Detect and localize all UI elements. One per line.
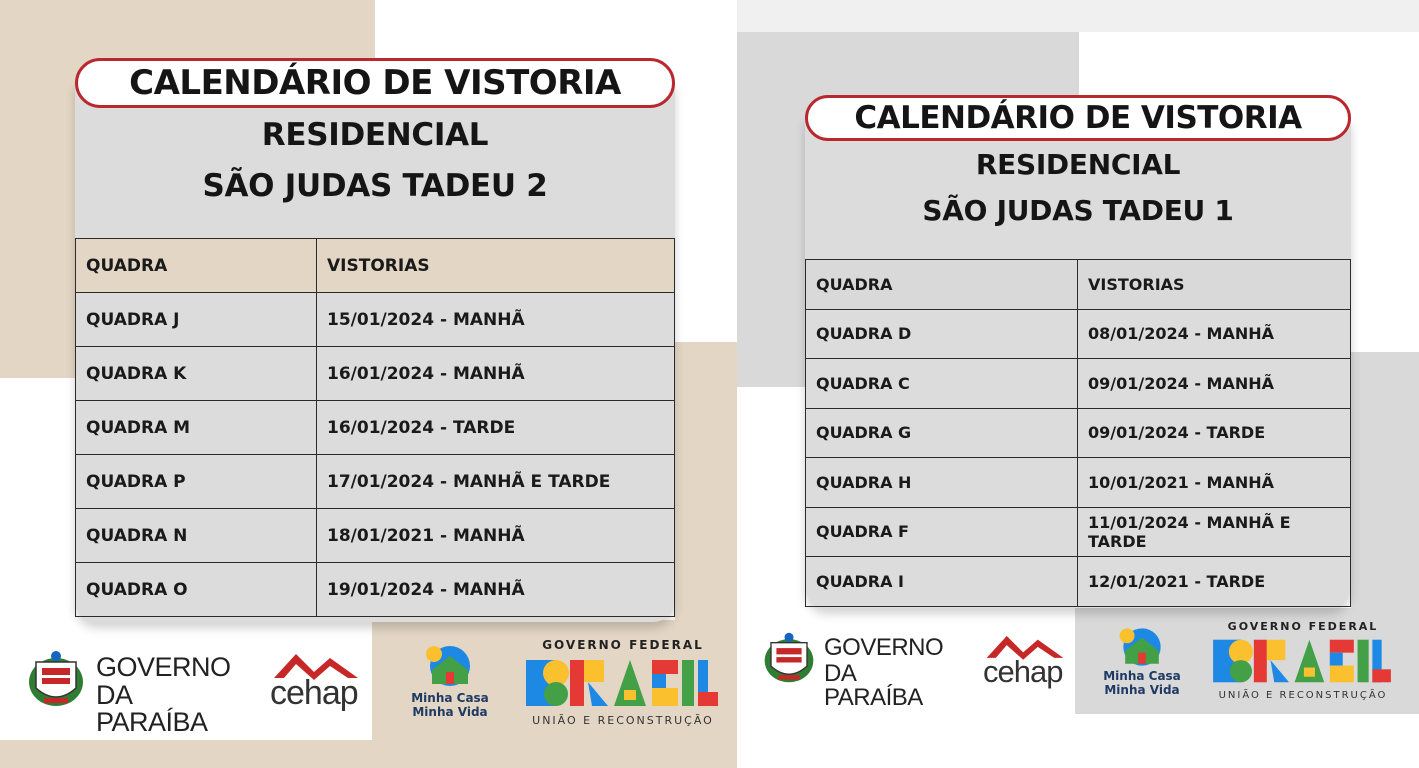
table-row <box>806 557 1351 607</box>
vistoria-cell: 09/01/2024 - MANHÃ <box>1078 359 1351 409</box>
table-row <box>806 408 1351 458</box>
table-header-row <box>806 260 1351 310</box>
mcmv-line2: Minha Vida <box>1104 683 1180 697</box>
schedule-table <box>805 259 1351 607</box>
quadra-cell: QUADRA G <box>806 408 1078 458</box>
brasil-shapes-icon <box>1211 636 1393 686</box>
governo-paraiba-logo <box>762 630 952 711</box>
title-banner <box>805 95 1351 141</box>
coat-of-arms-icon <box>26 648 86 710</box>
cehap-text: cehap <box>270 674 358 712</box>
header-vistorias: VISTORIAS <box>1078 260 1351 310</box>
quadra-cell: QUADRA C <box>806 359 1078 409</box>
vistoria-cell: 12/01/2021 - TARDE <box>1078 557 1351 607</box>
header-quadra: QUADRA <box>806 260 1078 310</box>
quadra-cell: QUADRA J <box>76 293 317 347</box>
table-row <box>806 507 1351 557</box>
quadra-cell: QUADRA D <box>806 309 1078 359</box>
quadra-cell: QUADRA K <box>76 347 317 401</box>
table-row <box>76 563 675 617</box>
gray-top-strip <box>737 0 1419 32</box>
quadra-cell: QUADRA H <box>806 458 1078 508</box>
brasil-shapes-icon <box>524 656 720 710</box>
quadra-cell: QUADRA F <box>806 507 1078 557</box>
house-icon <box>420 644 480 688</box>
table-header-row <box>76 239 675 293</box>
table-row <box>76 455 675 509</box>
gov-pb-line2: DA PARAÍBA <box>824 660 923 711</box>
vistoria-cell: 18/01/2021 - MANHÃ <box>317 509 675 563</box>
table-row <box>76 509 675 563</box>
quadra-cell: QUADRA M <box>76 401 317 455</box>
subtitle-name: SÃO JUDAS TADEU 1 <box>922 194 1234 227</box>
beige-block-right <box>675 342 737 642</box>
vistoria-cell: 08/01/2024 - MANHÃ <box>1078 309 1351 359</box>
header-vistorias: VISTORIAS <box>317 239 675 293</box>
minha-casa-logo <box>1099 626 1185 700</box>
table-row <box>76 293 675 347</box>
gf-bottom-text: UNIÃO E RECONSTRUÇÃO <box>1218 690 1388 701</box>
gf-top-text: GOVERNO FEDERAL <box>1227 620 1379 633</box>
vistoria-cell: 10/01/2021 - MANHÃ <box>1078 458 1351 508</box>
header-quadra: QUADRA <box>76 239 317 293</box>
gov-pb-line1: GOVERNO <box>96 652 231 682</box>
subtitle-residencial: RESIDENCIAL <box>261 117 489 153</box>
gov-pb-line1: GOVERNO <box>824 634 944 661</box>
title-banner <box>75 58 675 108</box>
table-row <box>76 347 675 401</box>
gf-bottom-text: UNIÃO E RECONSTRUÇÃO <box>532 714 714 727</box>
governo-federal-logo <box>524 638 722 730</box>
gov-pb-line2: DA PARAÍBA <box>96 680 208 737</box>
mcmv-line2: Minha Vida <box>412 705 488 719</box>
subtitle-name: SÃO JUDAS TADEU 2 <box>202 168 548 204</box>
cehap-logo <box>983 632 1067 696</box>
minha-casa-logo <box>404 644 496 724</box>
table-row <box>806 309 1351 359</box>
governo-federal-logo <box>1211 620 1395 706</box>
cehap-text: cehap <box>983 654 1063 689</box>
vistoria-cell: 16/01/2024 - MANHÃ <box>317 347 675 401</box>
quadra-cell: QUADRA N <box>76 509 317 563</box>
right-panel <box>737 0 1419 768</box>
quadra-cell: QUADRA P <box>76 455 317 509</box>
cehap-logo <box>270 650 362 720</box>
vistoria-cell: 15/01/2024 - MANHÃ <box>317 293 675 347</box>
title-text: CALENDÁRIO DE VISTORIA <box>129 63 621 103</box>
vistoria-cell: 11/01/2024 - MANHÃ E TARDE <box>1078 507 1351 557</box>
gf-top-text: GOVERNO FEDERAL <box>542 638 704 652</box>
quadra-cell: QUADRA I <box>806 557 1078 607</box>
governo-paraiba-logo <box>26 648 236 737</box>
schedule-table <box>75 238 675 617</box>
vistoria-cell: 16/01/2024 - TARDE <box>317 401 675 455</box>
vistoria-cell: 17/01/2024 - MANHÃ E TARDE <box>317 455 675 509</box>
table-row <box>76 401 675 455</box>
mcmv-line1: Minha Casa <box>411 691 489 705</box>
table-row <box>806 458 1351 508</box>
gray-block-right <box>1351 352 1419 622</box>
vistoria-cell: 09/01/2024 - TARDE <box>1078 408 1351 458</box>
subtitle-residencial: RESIDENCIAL <box>975 148 1181 181</box>
table-row <box>806 359 1351 409</box>
mcmv-line1: Minha Casa <box>1103 669 1181 683</box>
quadra-cell: QUADRA O <box>76 563 317 617</box>
coat-of-arms-icon <box>762 630 816 686</box>
house-icon <box>1114 626 1170 668</box>
vistoria-cell: 19/01/2024 - MANHÃ <box>317 563 675 617</box>
title-text: CALENDÁRIO DE VISTORIA <box>854 100 1302 136</box>
bottom-strip <box>0 740 737 768</box>
